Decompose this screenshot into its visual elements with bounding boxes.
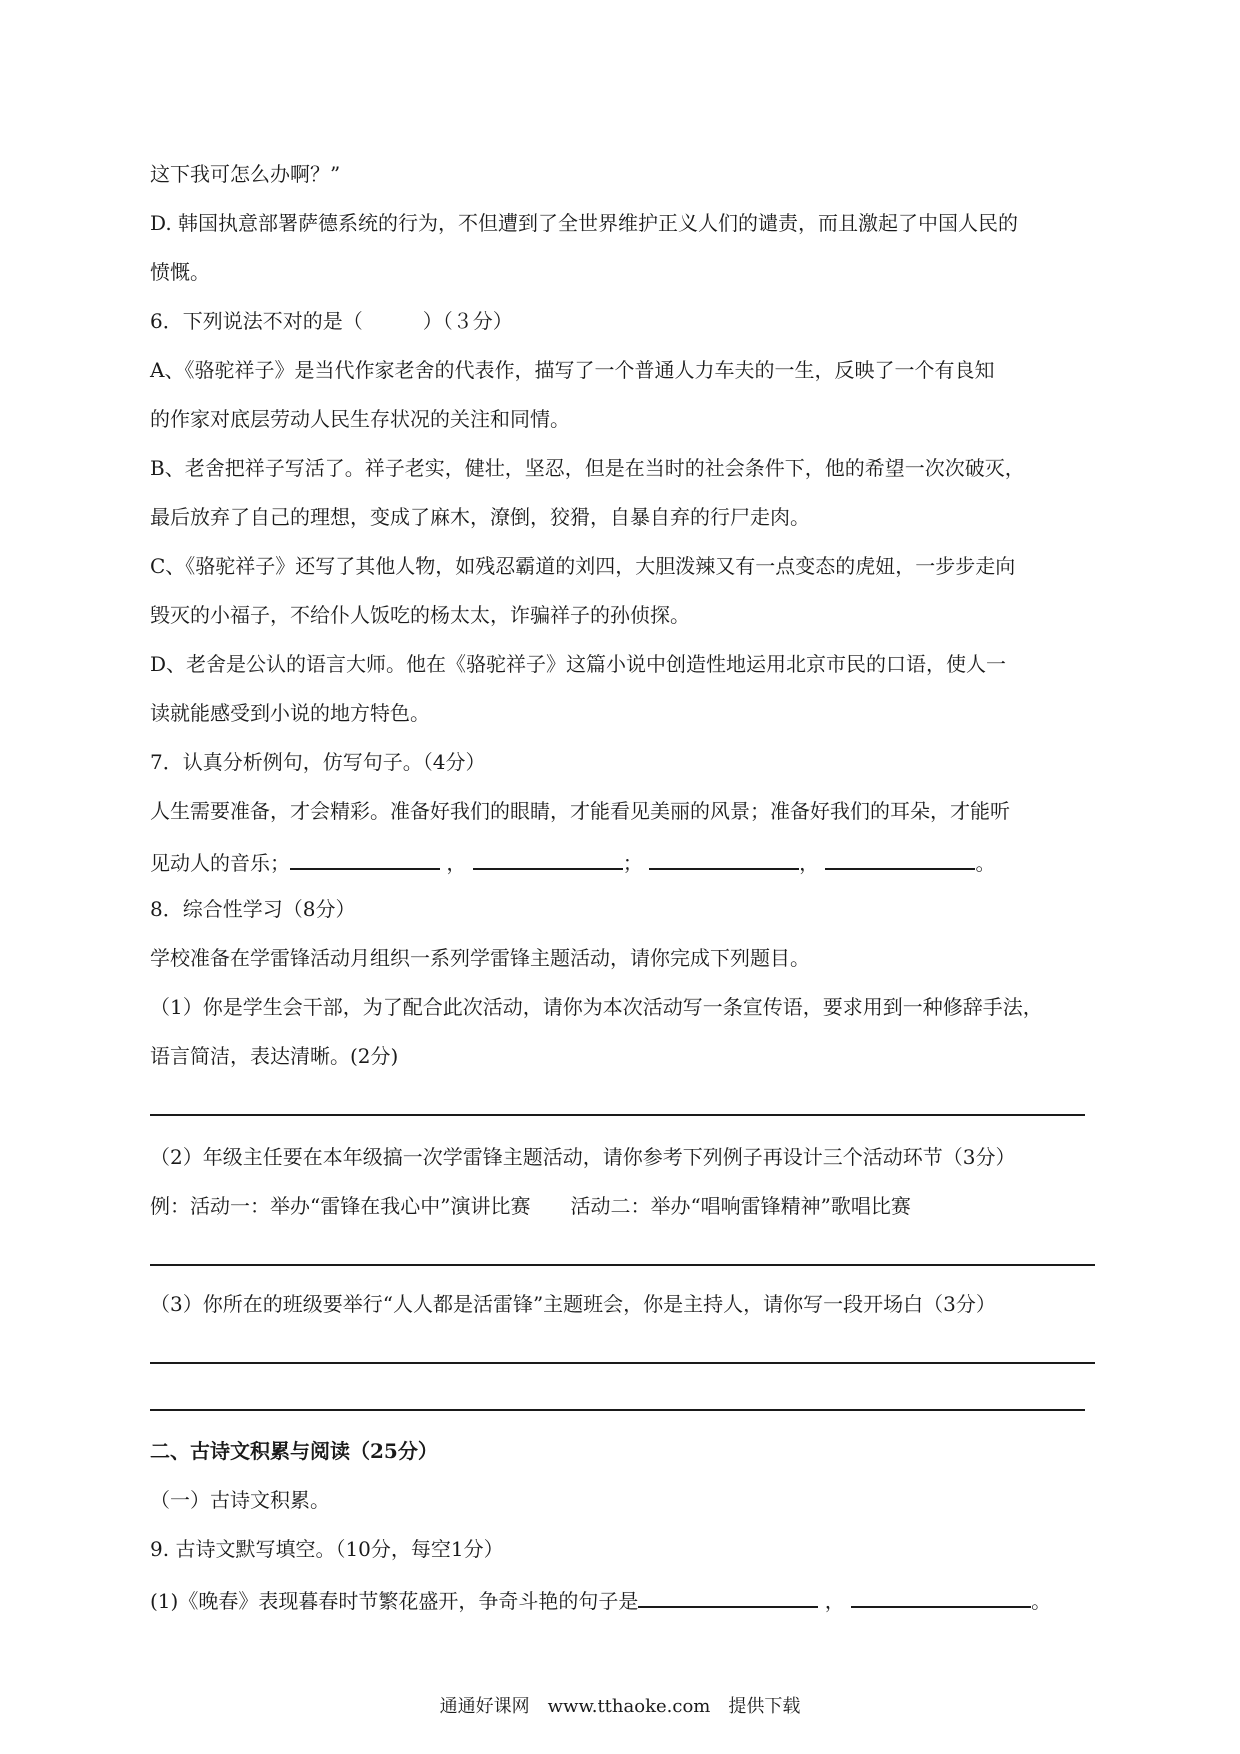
separator: ， [824,1589,845,1613]
answer-line-8-2[interactable] [150,1264,1095,1266]
question-9: 9. 古诗文默写填空。（10分，每空1分） [150,1537,504,1561]
example-sentence: 人生需要准备，才会精彩。准备好我们的眼睛，才能看见美丽的风景；准备好我们的耳朵，才能听 [150,799,1010,823]
period: 。 [975,851,996,875]
option-d-q5: D. 韩国执意部署萨德系统的行为，不但遭到了全世界维护正义人们的谴责，而且激起了中国人民的 [150,211,1019,235]
option-d-q6-cont: 读就能感受到小说的地方特色。 [150,701,430,725]
option-d-q5-cont: 愤慨。 [150,260,210,284]
period: 。 [1031,1589,1052,1613]
question-8-intro: 学校准备在学雷锋活动月组织一系列学雷锋主题活动，请你完成下列题目。 [150,946,810,970]
question-7: 7．认真分析例句，仿写句子。（4分） [150,750,486,774]
question-8: 8．综合性学习（8分） [150,897,356,921]
separator: ； [622,851,643,875]
page-footer: 通通好课网 www.tthaoke.com 提供下载 [439,1696,801,1717]
answer-blank-1[interactable] [290,846,440,870]
option-c-q6-cont: 毁灭的小福子，不给仆人饭吃的杨太太，诈骗祥子的孙侦探。 [150,603,690,627]
subsection-1-heading: （一）古诗文积累。 [150,1488,330,1512]
question-8-2: （2）年级主任要在本年级搞一次学雷锋主题活动，请你参考下列例子再设计三个活动环节（3分） [150,1145,1016,1169]
answer-blank-3[interactable] [649,846,799,870]
separator: ， [446,851,467,875]
imitation-line [150,846,995,877]
answer-line-8-3b[interactable] [150,1409,1085,1411]
section-2-heading: 二、古诗文积累与阅读（25分） [150,1439,438,1463]
answer-line-8-1[interactable] [150,1114,1085,1116]
answer-blank-4[interactable] [825,846,975,870]
answer-blank-9-1b[interactable] [851,1584,1031,1608]
question-6: 6．下列说法不对的是（ ）（３分） [150,309,513,333]
question-8-2-example: 例：活动一：举办“雷锋在我心中”演讲比赛 活动二：举办“唱响雷锋精神”歌唱比赛 [150,1194,911,1218]
example-sentence-end: 见动人的音乐； [150,851,290,875]
answer-line-8-3a[interactable] [150,1362,1095,1364]
question-8-1: （1）你是学生会干部，为了配合此次活动，请你为本次活动写一条宣传语，要求用到一种修辞手法， [150,995,1043,1019]
option-c-q6: C、《骆驼祥子》还写了其他人物，如残忍霸道的刘四，大胆泼辣又有一点变态的虎妞，一步步走向 [150,554,1016,578]
answer-blank-2[interactable] [473,846,623,870]
option-b-q6: B、老舍把祥子写活了。祥子老实，健壮，坚忍，但是在当时的社会条件下，他的希望一次次破灭， [150,456,1025,480]
line-continuation: 这下我可怎么办啊？” [150,162,341,186]
question-9-1-text: (1)《晚春》表现暮春时节繁花盛开，争奇斗艳的句子是 [150,1589,639,1613]
answer-blank-9-1a[interactable] [638,1584,818,1608]
separator: ， [799,851,820,875]
option-d-q6: D、老舍是公认的语言大师。他在《骆驼祥子》这篇小说中创造性地运用北京市民的口语，使人一 [150,652,1007,676]
option-a-q6-cont: 的作家对底层劳动人民生存状况的关注和同情。 [150,407,570,431]
option-a-q6: A、《骆驼祥子》是当代作家老舍的代表作，描写了一个普通人力车夫的一生，反映了一个有良知 [150,358,995,382]
option-b-q6-cont: 最后放弃了自己的理想，变成了麻木，潦倒，狡猾，自暴自弃的行尸走肉。 [150,505,810,529]
question-8-3: （3）你所在的班级要举行“人人都是活雷锋”主题班会，你是主持人，请你写一段开场白（3分） [150,1292,996,1316]
question-9-1 [150,1584,1051,1615]
question-8-1-cont: 语言简洁，表达清晰。(2分) [150,1044,399,1068]
